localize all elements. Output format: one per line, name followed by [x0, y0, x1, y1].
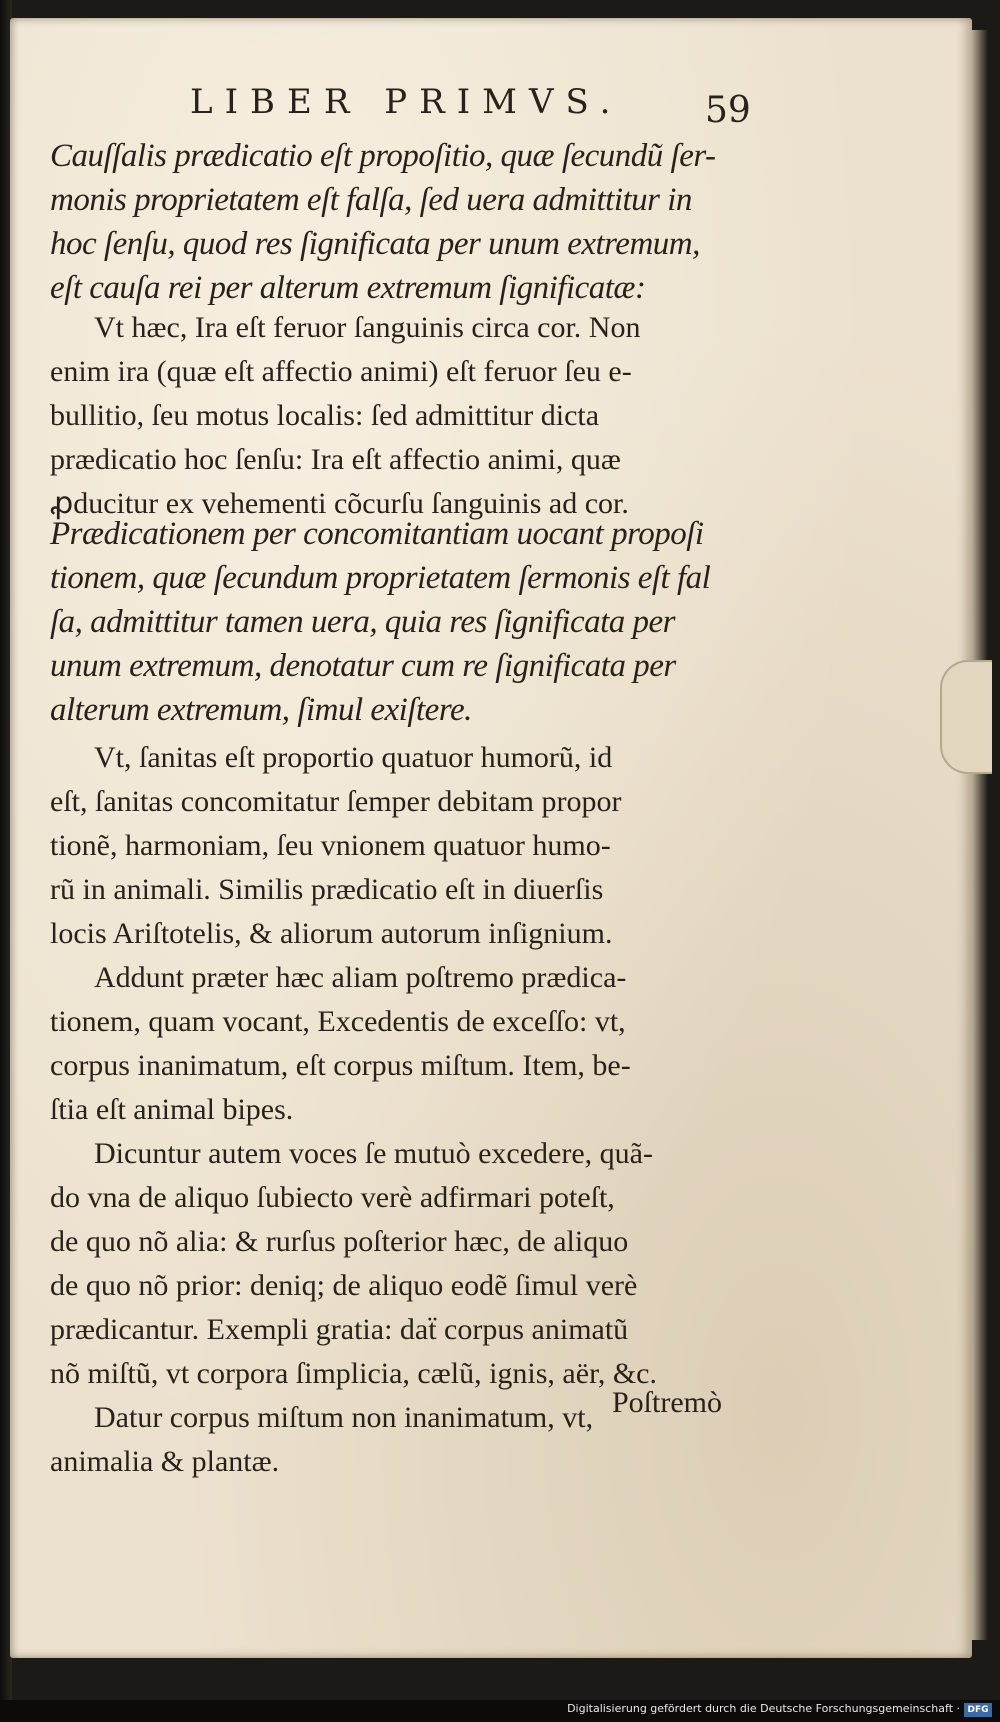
text-line: do vna de aliquo ſubiecto verè adfirmari poteſt, [50, 1181, 615, 1214]
text-line: tionem, quam vocant, Excedentis de exceſſo: vt, [50, 1005, 626, 1038]
text-line: rũ in animali. Similis prædicatio eſt in diuerſis [50, 873, 604, 906]
text-line: eſt, ſanitas concomitatur ſemper debitam propor [50, 785, 622, 818]
text-line: unum extremum, denotatur cum re ſignificata per [50, 648, 676, 684]
text-line: animalia & plantæ. [50, 1445, 280, 1478]
funding-credit: Digitalisierung gefördert durch die Deutsche Forschungsgemeinschaft · [567, 1702, 960, 1715]
text-line: Prædicationem per concomitantiam uocant propoſi [50, 516, 704, 552]
example-causal [50, 306, 760, 526]
page-number: 59 [705, 90, 751, 131]
text-line: tionem, quæ ſecundum proprietatem ſermonis eſt fal [50, 560, 711, 596]
text-line: alterum extremum, ſimul exiſtere. [50, 692, 472, 728]
text-line: ſtia eſt animal bipes. [50, 1093, 294, 1126]
text-line: ꝓducitur ex vehementi cõcurſu ſanguinis ad cor. [50, 487, 629, 520]
text-line: nõ miſtũ, vt corpora ſimplicia, cælũ, ignis, aër, &c. [50, 1357, 658, 1390]
text-line: Cauſſalis prædicatio eſt propoſitio, quæ ſecundũ ſer- [50, 138, 716, 174]
definition-causal [50, 134, 760, 310]
text-line: prædicatio hoc ſenſu: Ira eſt affectio animi, quæ [50, 443, 621, 476]
text-line: eſt cauſa rei per alterum extremum ſignificatæ: [50, 270, 646, 306]
catchword: Poſtremò [612, 1386, 722, 1419]
text-line: monis proprietatem eſt falſa, ſed uera admittitur in [50, 182, 692, 218]
text-line: ſa, admittitur tamen uera, quia res ſignificata per [50, 604, 675, 640]
text-line: bullitio, ſeu motus localis: ſed admittitur dicta [50, 399, 600, 432]
text-line: tionẽ, harmoniam, ſeu vnionem quatuor humo- [50, 829, 611, 862]
text-line: corpus inanimatum, eſt corpus miſtum. Item, be- [50, 1049, 631, 1082]
text-line: Vt hæc, Ira eſt feruor ſanguinis circa cor. Non [94, 311, 641, 344]
body-text [50, 736, 760, 1484]
text-line: de quo nõ alia: & rurſus poſterior hæc, de aliquo [50, 1225, 629, 1258]
dfg-logo: DFG [964, 1703, 992, 1717]
definition-concomitance [50, 512, 760, 732]
page-tab-marker [940, 660, 992, 774]
text-line: Datur corpus miſtum non inanimatum, vt, [94, 1401, 594, 1434]
text-line: de quo nõ prior: deniq; de aliquo eodẽ ſimul verè [50, 1269, 638, 1302]
page-edge-shadow [972, 30, 988, 1640]
text-line: Addunt præter hæc aliam poſtremo prædica- [94, 961, 627, 994]
text-line: locis Ariſtotelis, & aliorum autorum inſignium. [50, 917, 613, 950]
running-head: LIBER PRIMVS. [190, 82, 623, 122]
text-line: prædicantur. Exempli gratia: daẗ corpus animatũ [50, 1313, 629, 1346]
text-line: hoc ſenſu, quod res ſignificata per unum extremum, [50, 226, 700, 262]
text-line: Vt, ſanitas eſt proportio quatuor humorũ, id [94, 741, 613, 774]
text-line: enim ira (quæ eſt affectio animi) eſt feruor ſeu e- [50, 355, 632, 388]
text-line: Dicuntur autem voces ſe mutuò excedere, quã- [94, 1137, 653, 1170]
